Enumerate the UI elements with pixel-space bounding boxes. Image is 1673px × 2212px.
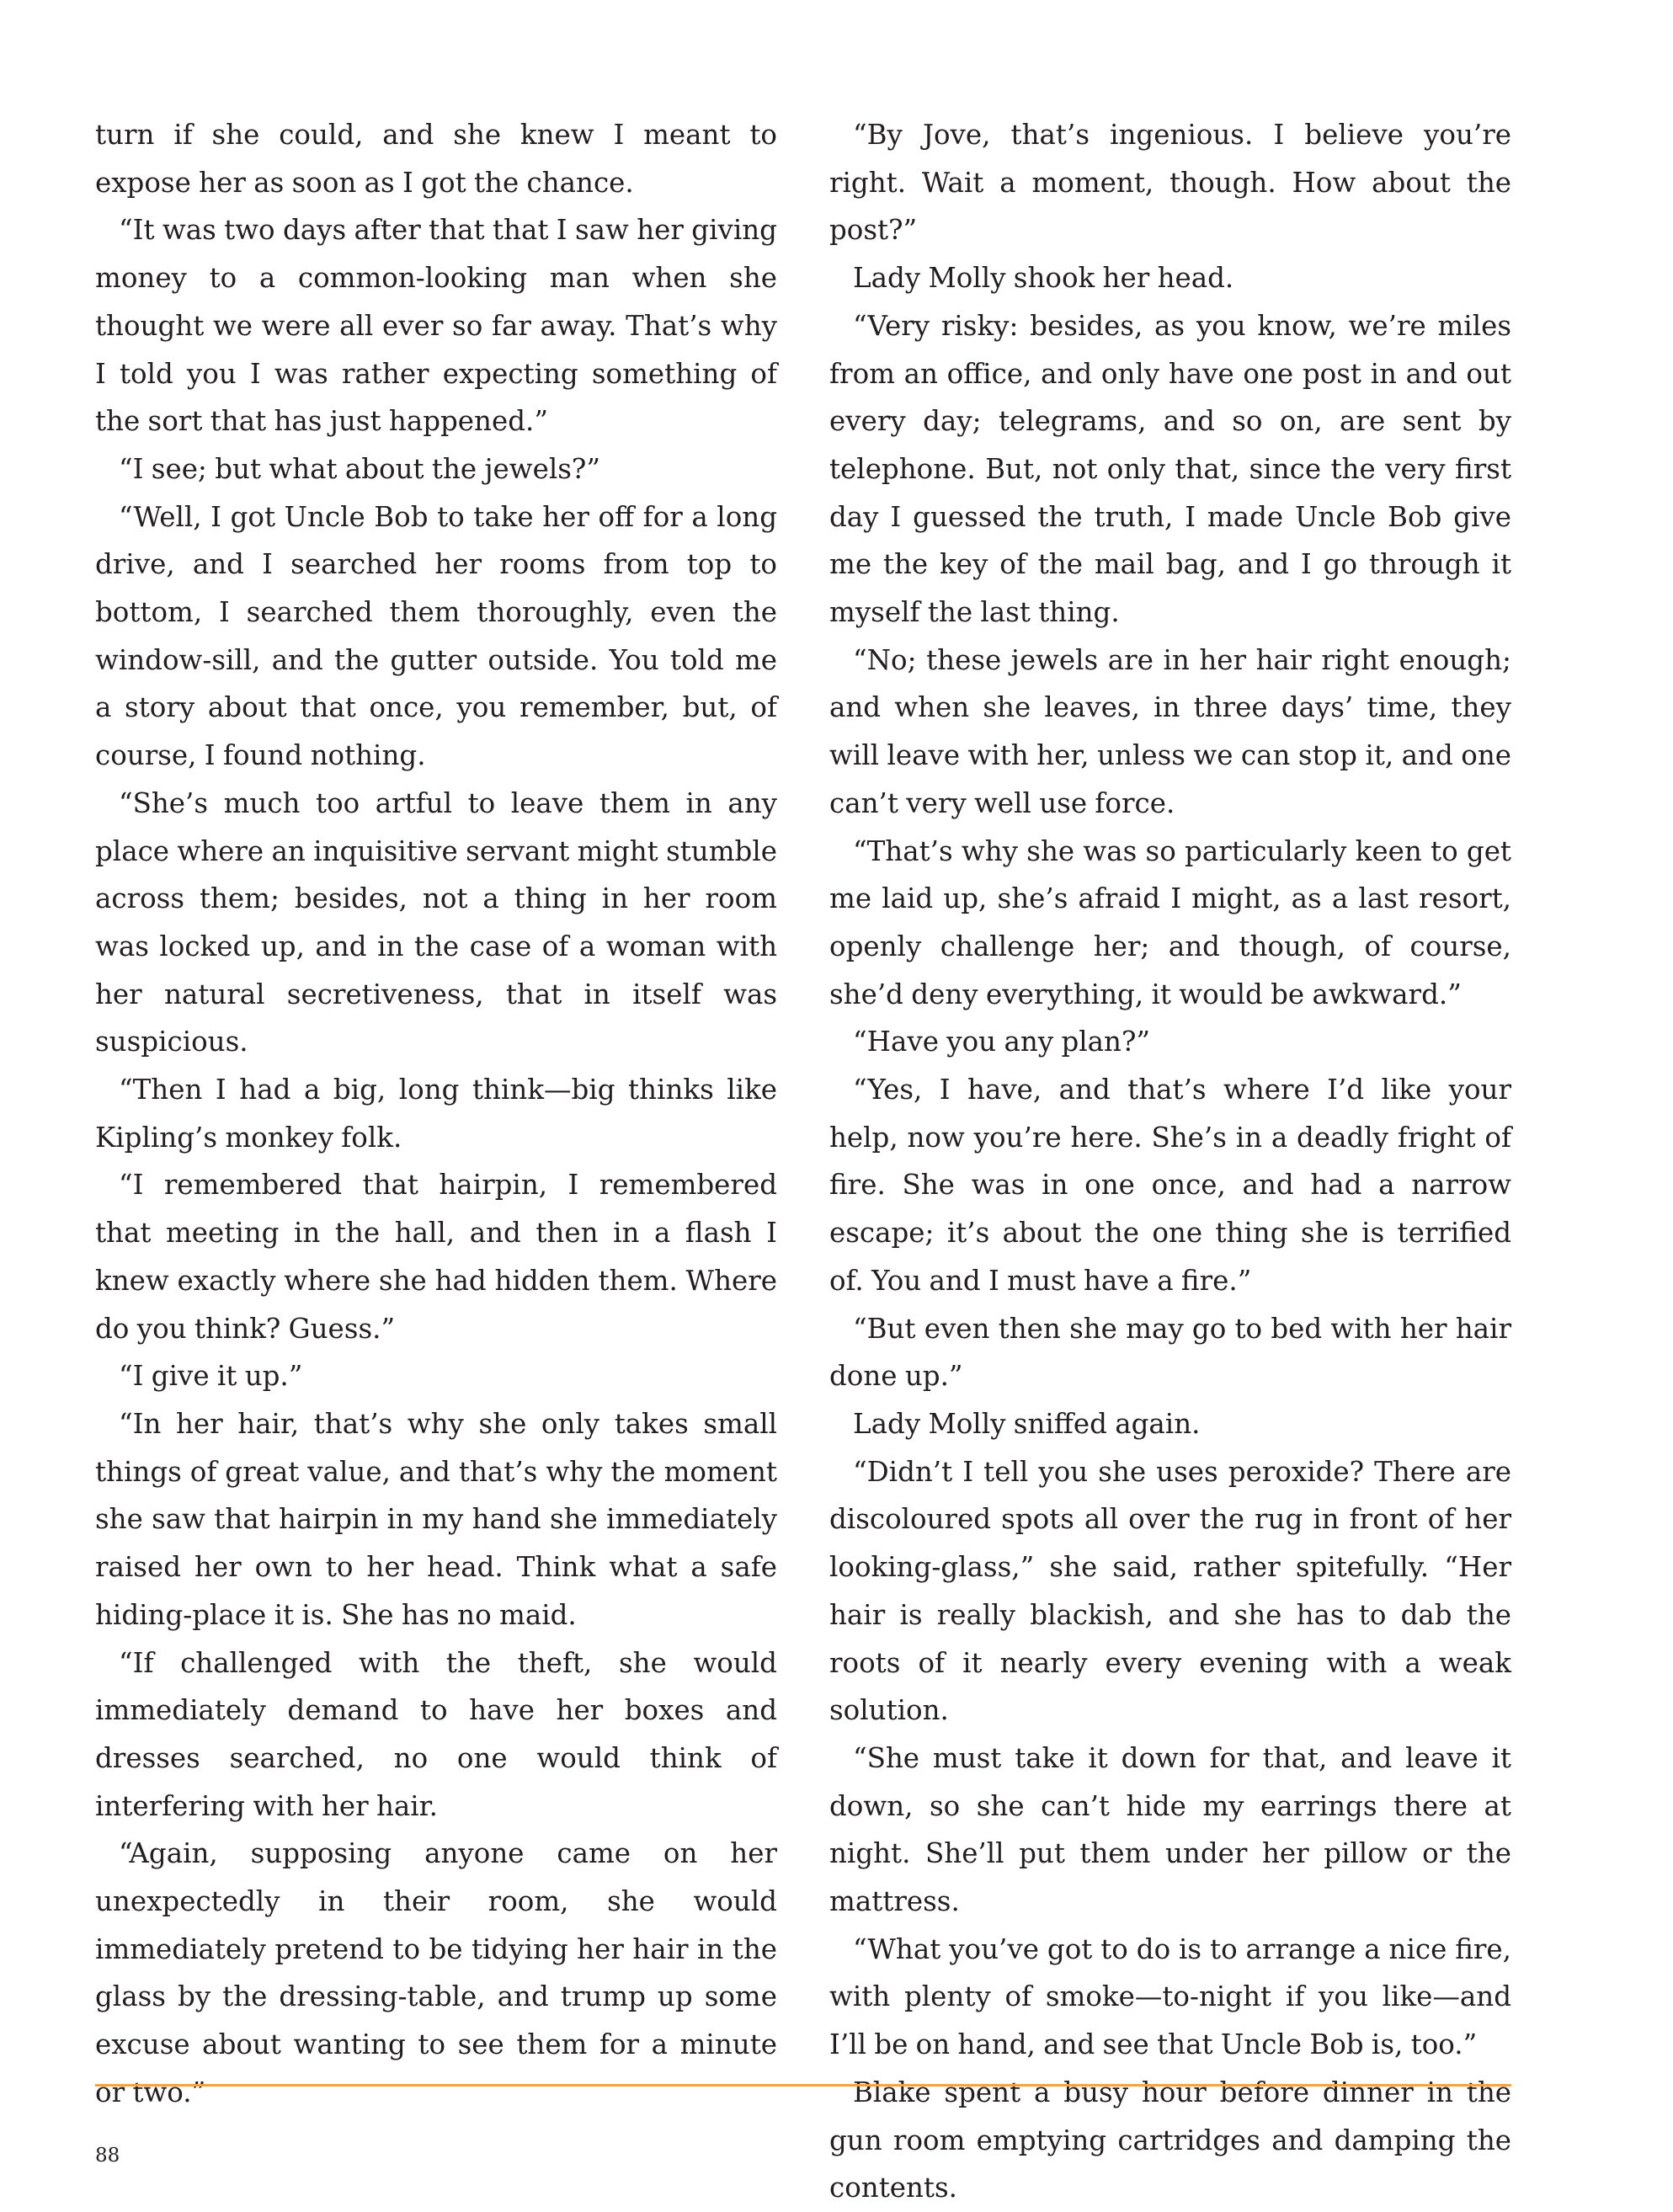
paragraph: “That’s why she was so particularly keen to get me laid up, she’s afraid I might, as a last resort, openly challenge her; and though, of course, she’d deny everything, it would be awkward.” (829, 834, 1511, 1010)
paragraph: “No; these jewels are in her hair right enough; and when she leaves, in three days’ time, they will leave with her, unless we can stop it, and one can’t very well use force. (829, 643, 1511, 819)
paragraph: “I remembered that hairpin, I remembered that meeting in the hall, and then in a flash I knew exactly where she had hidden them. Where do you think? Guess.” (95, 1169, 777, 1345)
paragraph: “Yes, I have, and that’s where I’d like your help, now you’re here. She’s in a deadly fright of fire. She was in one once, and had a narrow escape; it’s about the one thing she is terrified of. You and I must have a fire.” (829, 1074, 1511, 1297)
right-text-column (829, 111, 1511, 2212)
paragraph: “Again, supposing anyone came on her unexpectedly in their room, she would immediately pretend to be tidying her hair in the glass by the dressing-table, and trump up some excuse about wanting to see them for a minute or two.” (95, 1837, 777, 2108)
paragraph: “If challenged with the theft, she would immediately demand to have her boxes and dresses searched, no one would think of interfering with her hair. (95, 1646, 777, 1822)
paragraph: “I give it up.” (119, 1360, 303, 1393)
paragraph: “By Jove, that’s ingenious. I believe you’re right. Wait a moment, though. How about the post?” (829, 119, 1511, 247)
paragraph: “She must take it down for that, and leave it down, so she can’t hide my earrings there at night. She’ll put them under her pillow or the mattress. (829, 1741, 1511, 1918)
paragraph: Lady Molly shook her head. (853, 262, 1234, 295)
paragraph: “But even then she may go to bed with her hair done up.” (829, 1312, 1511, 1393)
paragraph: “Have you any plan?” (853, 1026, 1150, 1058)
paragraph: “She’s much too artful to leave them in any place where an inquisitive servant might stumble across them; besides, not a thing in her room was locked up, and in the case of a woman with her natural secretiveness, that in itself was suspicious. (95, 786, 777, 1058)
paragraph: “Didn’t I tell you she uses peroxide? There are discoloured spots all over the rug in front of her looking-glass,” she said, rather spitefully. “Her hair is really blackish, and she has to dab the roots of it nearly every evening with a weak solution. (829, 1455, 1511, 1727)
paragraph: turn if she could, and she knew I meant to expose her as soon as I got the chance. (95, 119, 777, 199)
paragraph: “I see; but what about the jewels?” (119, 452, 600, 485)
footer-rule (95, 2084, 1511, 2087)
paragraph: “Very risky: besides, as you know, we’re miles from an office, and only have one post in and out every day; telegrams, and so on, are sent by telephone. But, not only that, since the very first day I guessed the truth, I made Uncle Bob give me the key of the mail bag, and I go through it myself the last thing. (829, 309, 1511, 629)
paragraph: Lady Molly sniffed again. (853, 1407, 1201, 1440)
page-number: 88 (95, 2145, 120, 2167)
left-text-column (95, 111, 777, 2117)
paragraph: “Well, I got Uncle Bob to take her off for a long drive, and I searched her rooms from top to bottom, I searched them thoroughly, even the window-sill, and the gutter outside. You told me a story about that once, you remember, but, of course, I found nothing. (95, 500, 777, 772)
paragraph: “What you’ve got to do is to arrange a nice fire, with plenty of smoke—to-night if you like—and I’ll be on hand, and see that Uncle Bob is, too.” (829, 1932, 1511, 2061)
paragraph: “It was two days after that that I saw her giving money to a common-looking man when she thought we were all ever so far away. That’s why I told you I was rather expecting something of the sort that has just happened.” (95, 214, 777, 438)
paragraph: “In her hair, that’s why she only takes small things of great value, and that’s why the moment she saw that hairpin in my hand she immediately raised her own to her head. Think what a safe hiding-place it is. She has no maid. (95, 1407, 777, 1631)
paragraph: “Then I had a big, long think—big thinks like Kipling’s monkey folk. (95, 1074, 777, 1154)
paragraph: Blake spent a busy hour before dinner in the gun room emptying cartridges and damping the contents. (829, 2076, 1511, 2204)
